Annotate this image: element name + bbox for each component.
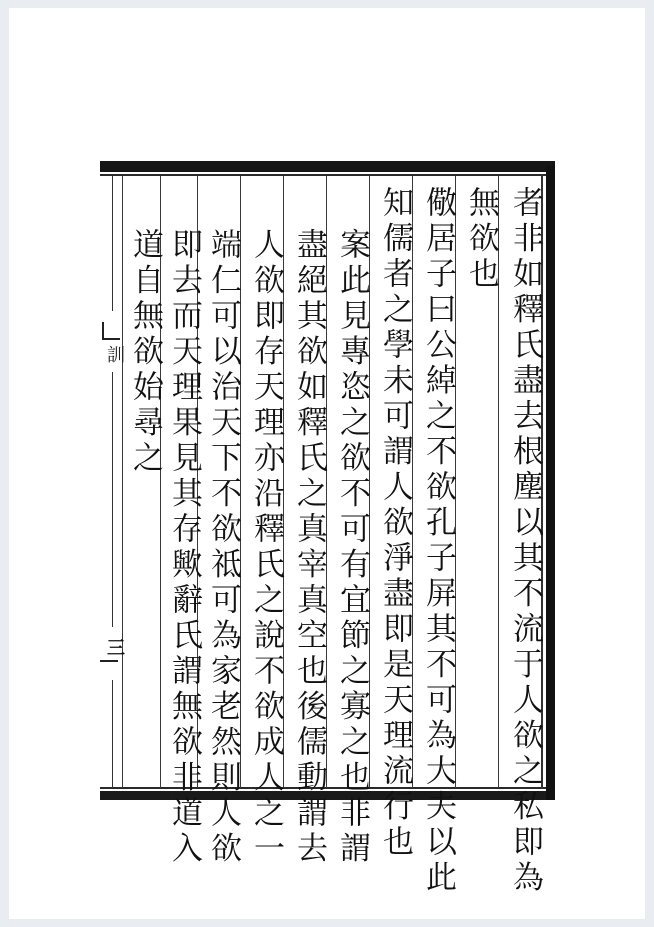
text-column-4: 知儒者之學未可謂人欲淨盡即是天理流行也 [377, 186, 413, 861]
margin-rule [112, 176, 113, 311]
text-column-10: 道自無欲始尋之 [127, 228, 163, 477]
page-number: 三 [104, 638, 125, 656]
margin-title: 訓 [104, 345, 125, 363]
top-border-inner [100, 174, 548, 176]
margin-bar [100, 660, 118, 662]
text-column-8: 端仁可以治天下不欲祗可為家老然則人欲 [205, 228, 241, 867]
fish-tail-mark [102, 322, 120, 340]
column-divider [122, 176, 123, 788]
text-column-1: 者非如釋氏盡去根塵以其不流于人欲之私即為 [507, 186, 543, 896]
margin-rule [112, 680, 113, 788]
right-border [546, 166, 555, 800]
text-column-6: 盡絕其欲如釋氏之真宰真空也後儒動謂去 [291, 228, 327, 867]
text-column-5: 案此見專恣之欲不可有宜節之寡之也非謂 [334, 228, 370, 867]
text-column-7: 人欲即存天理亦沿釋氏之說不欲成人之一 [248, 228, 284, 867]
text-column-2: 無欲也 [463, 186, 499, 293]
top-border [100, 161, 555, 172]
margin-rule [112, 372, 113, 627]
text-column-3: 儆居子曰公綽之不欲孔子屏其不可為大夫以此 [420, 186, 456, 896]
text-column-9: 即去而天理果見其存歟辭氏謂無欲非道入 [166, 228, 202, 867]
